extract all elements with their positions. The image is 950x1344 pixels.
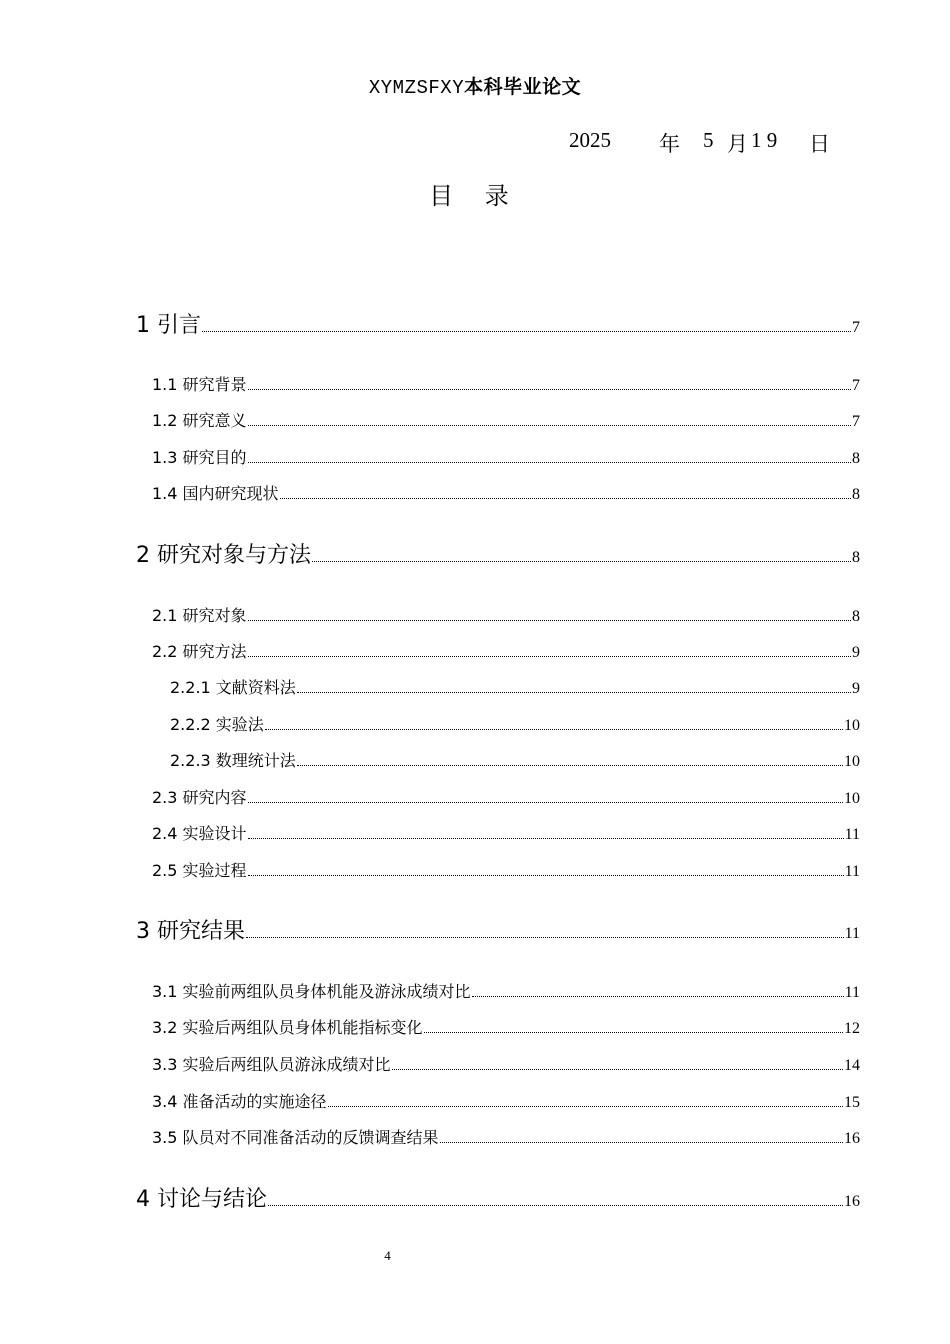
toc-dot-leader	[248, 389, 851, 390]
toc-entry[interactable]	[152, 1052, 860, 1075]
toc-entry-label: 3.1 实验前两组队员身体机能及游泳成绩对比	[152, 982, 471, 1001]
toc-entry-page: 7	[852, 413, 860, 430]
toc-entry[interactable]	[152, 1015, 860, 1038]
toc-entry[interactable]	[170, 712, 860, 735]
toc-entry-page: 16	[844, 1193, 860, 1210]
toc-entry-label: 1.2 研究意义	[152, 411, 247, 430]
toc-dot-leader	[246, 937, 844, 938]
toc-dot-leader	[202, 331, 851, 332]
toc-dot-leader	[248, 656, 851, 657]
toc-entry-page: 7	[852, 319, 860, 336]
toc-entry-label: 2.2.1 文献资料法	[170, 678, 296, 697]
toc-dot-leader	[297, 692, 851, 693]
toc-entry-label: 2.1 研究对象	[152, 606, 247, 625]
toc-entry-label: 1.1 研究背景	[152, 375, 247, 394]
toc-dot-leader	[472, 996, 844, 997]
toc-dot-leader	[248, 802, 843, 803]
toc-entry[interactable]	[152, 1089, 860, 1112]
toc-entry-label: 4 讨论与结论	[136, 1187, 267, 1212]
toc-dot-leader	[248, 425, 851, 426]
toc-dot-leader	[248, 462, 851, 463]
toc-entry-page: 10	[844, 790, 860, 807]
toc-dot-leader	[265, 729, 843, 730]
toc-dot-leader	[248, 875, 844, 876]
toc-entry-label: 2.2.2 实验法	[170, 715, 264, 734]
toc-entry-label: 1 引言	[136, 313, 201, 338]
toc-entry[interactable]	[136, 538, 860, 569]
toc-entry-page: 8	[852, 486, 860, 503]
toc-dot-leader	[312, 561, 851, 562]
toc-entry-page: 9	[852, 644, 860, 661]
toc-dot-leader	[248, 620, 851, 621]
toc-title: 目 录	[429, 182, 521, 210]
toc-entry-label: 1.3 研究目的	[152, 448, 247, 467]
toc-dot-leader	[328, 1106, 843, 1107]
date-month: 5	[703, 128, 714, 152]
toc-dot-leader	[268, 1205, 843, 1206]
toc-entry-label: 2.4 实验设计	[152, 824, 247, 843]
toc-dot-leader	[280, 498, 851, 499]
toc-entry-label: 3.3 实验后两组队员游泳成绩对比	[152, 1055, 391, 1074]
toc-entry[interactable]	[152, 445, 860, 468]
toc-entry-label: 3.5 队员对不同准备活动的反馈调查结果	[152, 1128, 439, 1147]
date-year-unit: 年	[659, 132, 680, 156]
toc-entry-page: 8	[852, 549, 860, 566]
toc-entry[interactable]	[152, 979, 860, 1002]
toc-dot-leader	[297, 765, 843, 766]
toc-entry-label: 3.2 实验后两组队员身体机能指标变化	[152, 1018, 423, 1037]
toc-entry-label: 3.4 准备活动的实施途径	[152, 1092, 327, 1111]
toc-entry-page: 10	[844, 717, 860, 734]
toc-entry-page: 8	[852, 450, 860, 467]
date-day-unit: 日	[809, 132, 830, 156]
date-day: 1 9	[751, 128, 778, 152]
toc-entry-page: 9	[852, 680, 860, 697]
toc-entry-page: 11	[844, 925, 860, 942]
toc-entry[interactable]	[152, 372, 860, 395]
footer-page-number: 4	[384, 1248, 391, 1263]
toc-entry-label: 2.5 实验过程	[152, 861, 247, 880]
toc-entry[interactable]	[152, 1125, 860, 1148]
header-thesis-type: 本科毕业论文	[464, 76, 582, 98]
toc-entry[interactable]	[136, 914, 860, 945]
toc-entry[interactable]	[152, 821, 860, 844]
toc-entry[interactable]	[152, 639, 860, 662]
toc-entry-page: 15	[844, 1094, 860, 1111]
toc-entry[interactable]	[136, 1182, 860, 1213]
toc-entry[interactable]	[152, 481, 860, 504]
toc-entry-page: 8	[852, 608, 860, 625]
date-year: 2025	[569, 128, 611, 152]
toc-entry-page: 7	[852, 377, 860, 394]
toc-entry-page: 14	[844, 1057, 860, 1074]
toc-entry[interactable]	[152, 785, 860, 808]
toc-entry-label: 1.4 国内研究现状	[152, 484, 279, 503]
toc-entry-page: 16	[844, 1130, 860, 1147]
toc-entry[interactable]	[152, 408, 860, 431]
toc-entry-label: 2.3 研究内容	[152, 788, 247, 807]
toc-entry[interactable]	[170, 675, 860, 698]
toc-dot-leader	[248, 838, 844, 839]
toc-entry-label: 2.2.3 数理统计法	[170, 751, 296, 770]
document-header	[0, 72, 950, 99]
toc-entry-page: 11	[844, 826, 860, 843]
toc-entry-page: 11	[844, 984, 860, 1001]
toc-entry[interactable]	[170, 748, 860, 771]
toc-entry-label: 3 研究结果	[136, 919, 245, 944]
toc-dot-leader	[424, 1032, 843, 1033]
header-school-code: XYMZSFXY	[368, 77, 465, 99]
date-month-unit: 月	[727, 132, 748, 156]
toc-entry[interactable]	[136, 308, 860, 339]
toc-entry-label: 2.2 研究方法	[152, 642, 247, 661]
toc-entry-page: 12	[844, 1020, 860, 1037]
toc-dot-leader	[392, 1069, 843, 1070]
toc-entry-label: 2 研究对象与方法	[136, 543, 311, 568]
toc-entry-page: 11	[844, 863, 860, 880]
toc-entry-page: 10	[844, 753, 860, 770]
toc-entry[interactable]	[152, 603, 860, 626]
toc-dot-leader	[440, 1142, 843, 1143]
toc-entry[interactable]	[152, 858, 860, 881]
